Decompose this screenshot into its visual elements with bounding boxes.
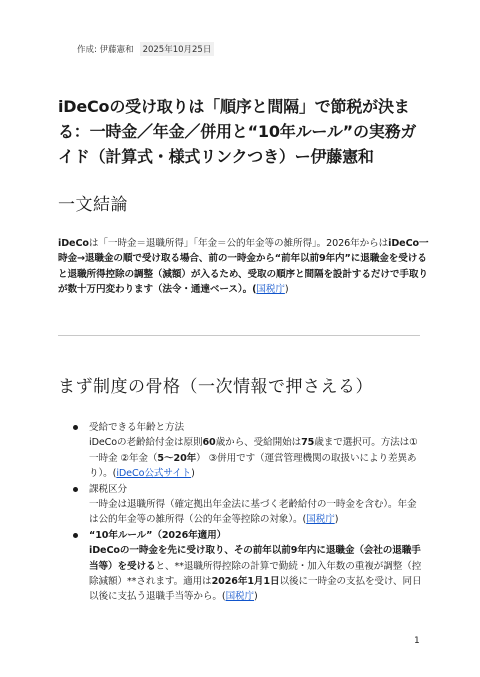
author-label: 作成: 伊藤憲和: [77, 45, 134, 55]
list-item: [73, 482, 425, 528]
list-item-text: iDeCoの老齢給付金は原則: [89, 437, 203, 449]
bullet-icon: [73, 425, 78, 430]
list-item-text: と、**退職所得控除の計算で勤続・加入年数の重複が調整（控除減額）**されます。適用は: [89, 560, 422, 588]
list-item: [73, 420, 425, 482]
ideco-term: iDeCo: [58, 238, 89, 249]
framework-list: [73, 420, 425, 605]
list-item: [73, 528, 425, 605]
section-heading-conclusion: 一文結論: [58, 195, 128, 215]
list-item-label: 受給できる年齢と方法: [89, 422, 184, 433]
list-item-text: ） ③併用です（運営管理機関の取扱いにより差異あり）。(: [89, 452, 417, 480]
nta-link[interactable]: 国税庁: [306, 514, 335, 526]
horizontal-divider: [58, 335, 420, 336]
list-item-bold: iDeCoの一時金を先に受け取り、その前年以前9年内に退職金（会社の退職手当等）を受ける: [89, 545, 421, 572]
conclusion-text-1: は「一時金＝退職所得」「年金＝公的年金等の雑所得」。2026年からは: [88, 238, 389, 249]
list-item-text: 以後に一時金の支払を受け、同日以後に支払う退職手当等から。(: [89, 576, 422, 603]
conclusion-close-paren: ): [284, 284, 289, 296]
nta-link[interactable]: 国税庁: [225, 591, 255, 603]
nta-link[interactable]: 国税庁: [256, 284, 285, 296]
bullet-icon: [73, 533, 78, 538]
section-heading-framework: まず制度の骨格（一次情報で押さえる）: [58, 377, 373, 397]
list-item-bold: 60: [202, 437, 216, 449]
conclusion-paragraph: [58, 236, 430, 298]
list-item-bold: 2026年1月1日: [211, 576, 280, 588]
ideco-official-link[interactable]: iDeCo公式サイト: [116, 468, 192, 480]
list-item-bold: 75: [301, 437, 315, 449]
bullet-icon: [73, 487, 78, 492]
page-number: 1: [414, 636, 420, 646]
list-item-text: 一時金は退職所得（確定拠出年金法に基づく老齢給付の一時金を含む）。年金は公的年金等の雑所得（公的年金等控除の対象）。(: [89, 499, 417, 526]
list-item-text: 歳まで選択可。方法は①一時金 ②年金（: [89, 437, 418, 464]
list-item-text: 歳から、受給開始は: [215, 437, 302, 449]
document-meta: [77, 42, 214, 56]
date-chip[interactable]: 2025年10月25日: [140, 42, 215, 56]
list-item-bold: 5〜20年: [157, 452, 197, 464]
conclusion-text-2: iDeCo一時金→退職金の順で受け取る場合、前の一時金から“前年以前9年内”に退職金を受けると退職所得控除の調整（減額）が入るため、受取の順序と間隔を設計するだけで手取りが数十万円変わります（法令・通達ベース）。(: [58, 238, 429, 296]
list-item-text: ): [254, 591, 258, 603]
list-item-label: “10年ルール”（2026年適用）: [89, 529, 227, 541]
document-title: iDeCoの受け取りは「順序と間隔」で節税が決まる：一時金／年金／併用と“10年ルール”の実務ガイド（計算式・様式リンクつき）ー伊藤憲和: [58, 97, 417, 166]
list-item-text: ): [334, 514, 339, 526]
list-item-label: 課税区分: [89, 483, 127, 495]
list-item-text: ): [191, 468, 195, 480]
